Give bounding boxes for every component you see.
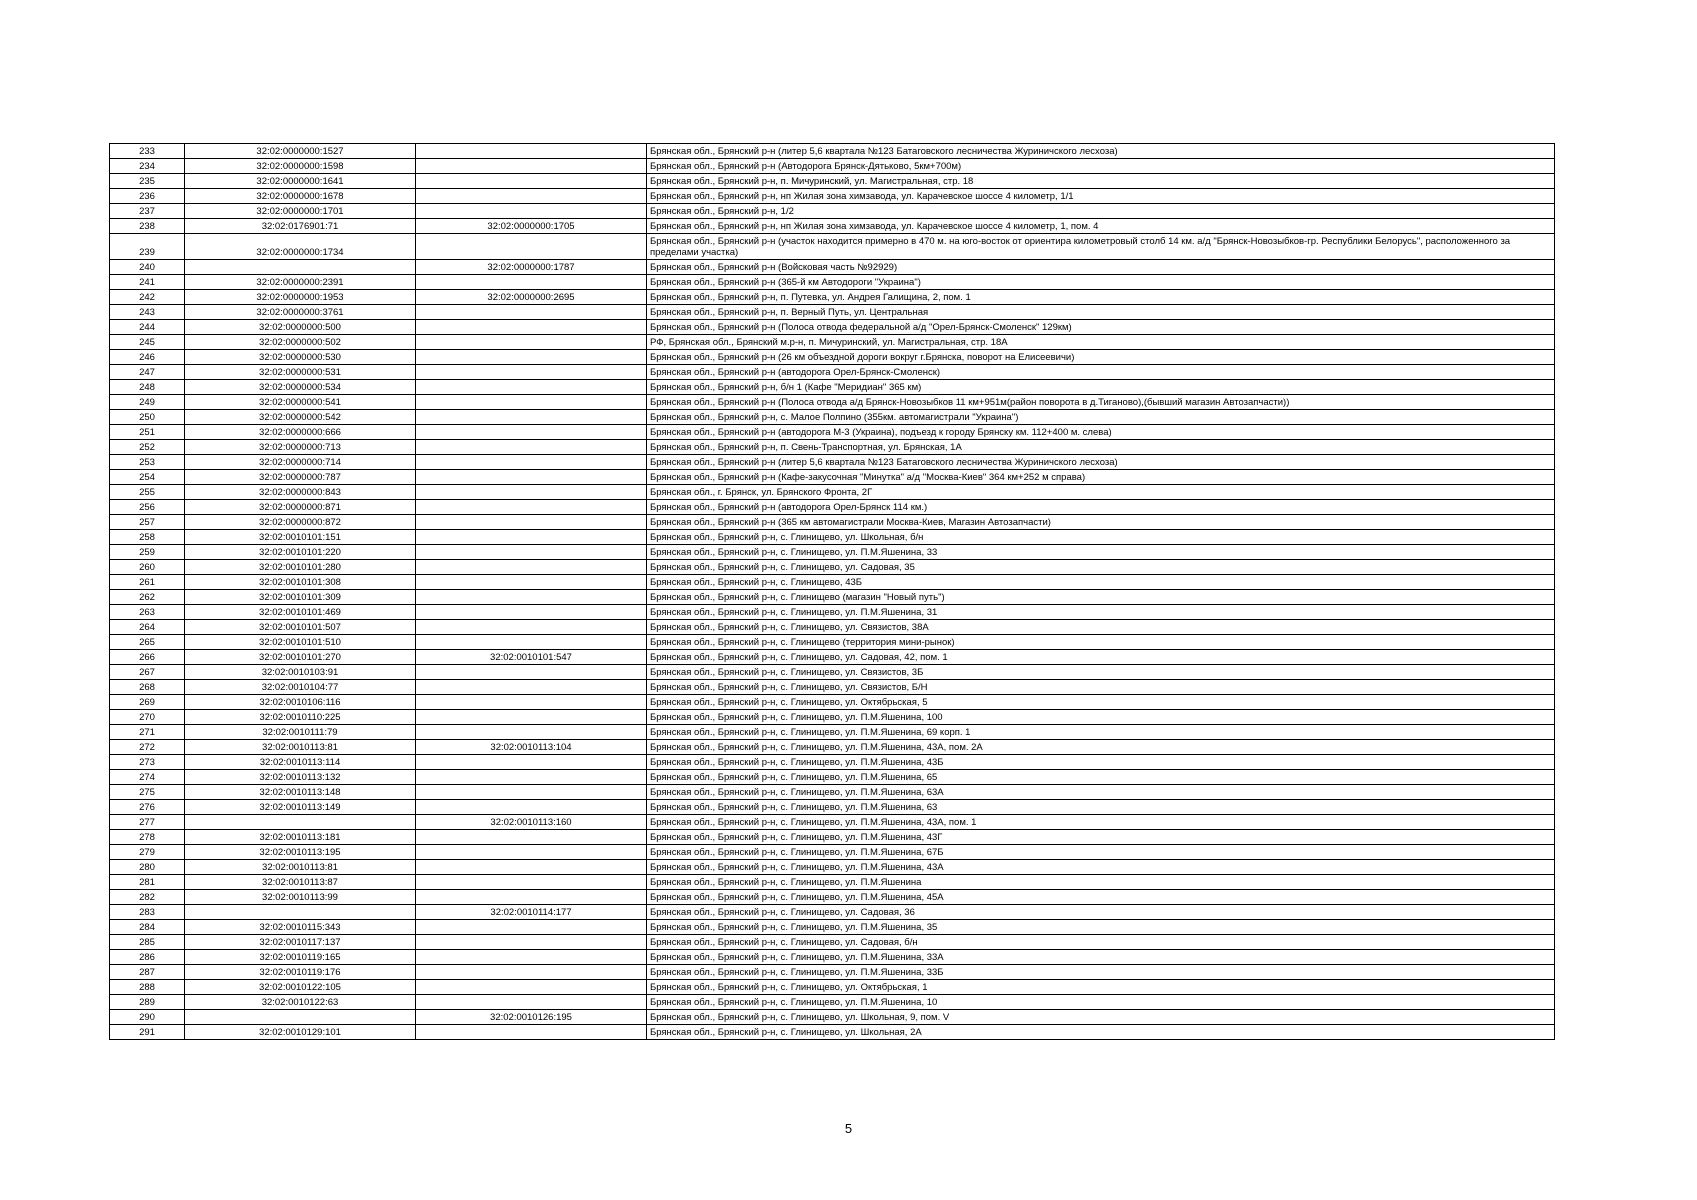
address-cell: Брянская обл., Брянский р-н (Полоса отвода федеральной а/д "Орел-Брянск-Смоленск" 129км) (647, 320, 1555, 335)
row-number-cell: 283 (110, 905, 185, 920)
address-cell: Брянская обл., Брянский р-н, с. Глинищево, ул. Садовая, б/н (647, 935, 1555, 950)
address-cell: Брянская обл., Брянский р-н, с. Глинищево, ул. П.М.Яшенина, 43А, пом. 1 (647, 815, 1555, 830)
cadastral-number-cell: 32:02:0010113:87 (185, 875, 416, 890)
row-number-cell: 243 (110, 305, 185, 320)
table-row (110, 350, 1555, 365)
cadastral-number-cell: 32:02:0010101:510 (185, 635, 416, 650)
row-number-cell: 253 (110, 455, 185, 470)
related-cadastral-number-cell (416, 305, 647, 320)
related-cadastral-number-cell (416, 680, 647, 695)
related-cadastral-number-cell (416, 890, 647, 905)
row-number-cell: 238 (110, 219, 185, 234)
table-row (110, 204, 1555, 219)
cadastral-number-cell: 32:02:0010119:176 (185, 965, 416, 980)
related-cadastral-number-cell (416, 530, 647, 545)
related-cadastral-number-cell (416, 770, 647, 785)
table-row (110, 800, 1555, 815)
cadastral-number-cell: 32:02:0000000:1701 (185, 204, 416, 219)
related-cadastral-number-cell (416, 275, 647, 290)
address-cell: Брянская обл., Брянский р-н (участок находится примерно в 470 м. на юго-восток от ориентира километровый столб 14 км. а/д "Брянск-Новозыбков-гр. Республики Белорусь", расположенного за пределами участка) (647, 234, 1555, 260)
address-cell: Брянская обл., Брянский р-н (Полоса отвода а/д Брянск-Новозыбков 11 км+951м(район поворота в д.Тиганово),(бывший магазин Автозапчасти)) (647, 395, 1555, 410)
cadastral-number-cell: 32:02:0010101:220 (185, 545, 416, 560)
cadastral-number-cell: 32:02:0000000:1641 (185, 174, 416, 189)
row-number-cell: 278 (110, 830, 185, 845)
related-cadastral-number-cell (416, 950, 647, 965)
cadastral-number-cell: 32:02:0000000:530 (185, 350, 416, 365)
row-number-cell: 258 (110, 530, 185, 545)
address-cell: Брянская обл., Брянский р-н, с. Глинищево, ул. П.М.Яшенина, 31 (647, 605, 1555, 620)
row-number-cell: 290 (110, 1010, 185, 1025)
cadastral-number-cell: 32:02:0000000:541 (185, 395, 416, 410)
related-cadastral-number-cell (416, 350, 647, 365)
cadastral-number-cell: 32:02:0000000:872 (185, 515, 416, 530)
row-number-cell: 262 (110, 590, 185, 605)
related-cadastral-number-cell: 32:02:0010101:547 (416, 650, 647, 665)
row-number-cell: 250 (110, 410, 185, 425)
address-cell: Брянская обл., Брянский р-н, с. Глинищево, 43Б (647, 575, 1555, 590)
table-row (110, 830, 1555, 845)
row-number-cell: 248 (110, 380, 185, 395)
cadastral-number-cell: 32:02:0010113:132 (185, 770, 416, 785)
table-row (110, 530, 1555, 545)
registry-table (109, 143, 1555, 1040)
cadastral-number-cell: 32:02:0000000:666 (185, 425, 416, 440)
row-number-cell: 268 (110, 680, 185, 695)
address-cell: Брянская обл., Брянский р-н, с. Глинищево, ул. П.М.Яшенина, 45А (647, 890, 1555, 905)
related-cadastral-number-cell (416, 665, 647, 680)
row-number-cell: 272 (110, 740, 185, 755)
table-row (110, 1010, 1555, 1025)
cadastral-number-cell: 32:02:0010129:101 (185, 1025, 416, 1040)
row-number-cell: 235 (110, 174, 185, 189)
table-row (110, 740, 1555, 755)
address-cell: Брянская обл., Брянский р-н (Войсковая часть №92929) (647, 260, 1555, 275)
row-number-cell: 252 (110, 440, 185, 455)
address-cell: Брянская обл., Брянский р-н (26 км объездной дороги вокруг г.Брянска, поворот на Елисеевичи) (647, 350, 1555, 365)
address-cell: Брянская обл., Брянский р-н, с. Глинищево, ул. П.М.Яшенина, 33А (647, 950, 1555, 965)
table-row (110, 815, 1555, 830)
address-cell: Брянская обл., Брянский р-н, нп Жилая зона химзавода, ул. Карачевское шоссе 4 километр, 1/1 (647, 189, 1555, 204)
table-row (110, 665, 1555, 680)
address-cell: Брянская обл., Брянский р-н, б/н 1 (Кафе "Меридиан" 365 км) (647, 380, 1555, 395)
row-number-cell: 247 (110, 365, 185, 380)
related-cadastral-number-cell (416, 860, 647, 875)
address-cell: Брянская обл., Брянский р-н, с. Глинищево, ул. Садовая, 36 (647, 905, 1555, 920)
row-number-cell: 249 (110, 395, 185, 410)
row-number-cell: 234 (110, 159, 185, 174)
table-row (110, 965, 1555, 980)
table-row (110, 189, 1555, 204)
cadastral-number-cell: 32:02:0010103:91 (185, 665, 416, 680)
cadastral-number-cell: 32:02:0010113:149 (185, 800, 416, 815)
cadastral-number-cell (185, 905, 416, 920)
cadastral-number-cell: 32:02:0010101:469 (185, 605, 416, 620)
related-cadastral-number-cell (416, 380, 647, 395)
related-cadastral-number-cell (416, 590, 647, 605)
table-row (110, 560, 1555, 575)
table-row (110, 545, 1555, 560)
address-cell: Брянская обл., Брянский р-н, с. Глинищево, ул. П.М.Яшенина, 67Б (647, 845, 1555, 860)
page-number: 5 (844, 1121, 853, 1136)
table-row (110, 920, 1555, 935)
cadastral-number-cell: 32:02:0010106:116 (185, 695, 416, 710)
address-cell: Брянская обл., Брянский р-н, с. Глинищево, ул. Школьная, 2А (647, 1025, 1555, 1040)
address-cell: Брянская обл., Брянский р-н, с. Малое Полпино (355км. автомагистрали "Украина") (647, 410, 1555, 425)
table-row (110, 755, 1555, 770)
table-row (110, 710, 1555, 725)
row-number-cell: 251 (110, 425, 185, 440)
row-number-cell: 269 (110, 695, 185, 710)
cadastral-number-cell: 32:02:0000000:1527 (185, 144, 416, 159)
related-cadastral-number-cell (416, 845, 647, 860)
address-cell: Брянская обл., Брянский р-н (автодорога М-3 (Украина), подъезд к городу Брянску км. 112+400 м. слева) (647, 425, 1555, 440)
related-cadastral-number-cell (416, 560, 647, 575)
address-cell: Брянская обл., Брянский р-н, п. Свень-Транспортная, ул. Брянская, 1А (647, 440, 1555, 455)
related-cadastral-number-cell (416, 515, 647, 530)
address-cell: Брянская обл., Брянский р-н, с. Глинищево, ул. Связистов, 38А (647, 620, 1555, 635)
related-cadastral-number-cell (416, 159, 647, 174)
row-number-cell: 257 (110, 515, 185, 530)
table-row (110, 320, 1555, 335)
table-row (110, 290, 1555, 305)
row-number-cell: 255 (110, 485, 185, 500)
table-row (110, 650, 1555, 665)
cadastral-number-cell: 32:02:0000000:500 (185, 320, 416, 335)
address-cell: Брянская обл., Брянский р-н, с. Глинищево, ул. П.М.Яшенина (647, 875, 1555, 890)
table-row (110, 770, 1555, 785)
table-row (110, 485, 1555, 500)
table-row (110, 905, 1555, 920)
related-cadastral-number-cell (416, 470, 647, 485)
related-cadastral-number-cell (416, 545, 647, 560)
cadastral-number-cell: 32:02:0010101:309 (185, 590, 416, 605)
row-number-cell: 285 (110, 935, 185, 950)
address-cell: Брянская обл., Брянский р-н, п. Мичуринский, ул. Магистральная, стр. 18 (647, 174, 1555, 189)
cadastral-number-cell: 32:02:0000000:871 (185, 500, 416, 515)
address-cell: Брянская обл., Брянский р-н, с. Глинищево (территория мини-рынок) (647, 635, 1555, 650)
row-number-cell: 291 (110, 1025, 185, 1040)
address-cell: Брянская обл., Брянский р-н, с. Глинищево, ул. П.М.Яшенина, 100 (647, 710, 1555, 725)
related-cadastral-number-cell (416, 695, 647, 710)
row-number-cell: 246 (110, 350, 185, 365)
related-cadastral-number-cell (416, 980, 647, 995)
address-cell: Брянская обл., Брянский р-н, с. Глинищево, ул. Школьная, б/н (647, 530, 1555, 545)
cadastral-number-cell (185, 815, 416, 830)
related-cadastral-number-cell (416, 395, 647, 410)
related-cadastral-number-cell: 32:02:0000000:1705 (416, 219, 647, 234)
address-cell: Брянская обл., Брянский р-н, с. Глинищево, ул. П.М.Яшенина, 43Б (647, 755, 1555, 770)
table-row (110, 425, 1555, 440)
table-row (110, 335, 1555, 350)
row-number-cell: 259 (110, 545, 185, 560)
related-cadastral-number-cell: 32:02:0000000:1787 (416, 260, 647, 275)
related-cadastral-number-cell (416, 800, 647, 815)
cadastral-number-cell (185, 1010, 416, 1025)
table-row (110, 470, 1555, 485)
cadastral-number-cell: 32:02:0010110:225 (185, 710, 416, 725)
cadastral-number-cell: 32:02:0000000:3761 (185, 305, 416, 320)
cadastral-number-cell: 32:02:0010113:181 (185, 830, 416, 845)
related-cadastral-number-cell (416, 620, 647, 635)
row-number-cell: 273 (110, 755, 185, 770)
row-number-cell: 256 (110, 500, 185, 515)
cadastral-number-cell: 32:02:0010101:151 (185, 530, 416, 545)
address-cell: РФ, Брянская обл., Брянский м.р-н, п. Мичуринский, ул. Магистральная, стр. 18А (647, 335, 1555, 350)
table-row (110, 455, 1555, 470)
table-row (110, 980, 1555, 995)
row-number-cell: 289 (110, 995, 185, 1010)
cadastral-number-cell: 32:02:0010113:81 (185, 860, 416, 875)
address-cell: Брянская обл., Брянский р-н, п. Верный Путь, ул. Центральная (647, 305, 1555, 320)
related-cadastral-number-cell (416, 710, 647, 725)
address-cell: Брянская обл., Брянский р-н (Автодорога Брянск-Дятьково, 5км+700м) (647, 159, 1555, 174)
table-row (110, 995, 1555, 1010)
cadastral-number-cell: 32:02:0010117:137 (185, 935, 416, 950)
row-number-cell: 263 (110, 605, 185, 620)
related-cadastral-number-cell (416, 875, 647, 890)
row-number-cell: 236 (110, 189, 185, 204)
address-cell: Брянская обл., Брянский р-н (автодорога Орел-Брянск-Смоленск) (647, 365, 1555, 380)
row-number-cell: 270 (110, 710, 185, 725)
table-row (110, 845, 1555, 860)
row-number-cell: 267 (110, 665, 185, 680)
address-cell: Брянская обл., Брянский р-н, с. Глинищево, ул. П.М.Яшенина, 33Б (647, 965, 1555, 980)
row-number-cell: 284 (110, 920, 185, 935)
related-cadastral-number-cell (416, 320, 647, 335)
row-number-cell: 254 (110, 470, 185, 485)
table-row (110, 620, 1555, 635)
cadastral-number-cell (185, 260, 416, 275)
row-number-cell: 240 (110, 260, 185, 275)
row-number-cell: 286 (110, 950, 185, 965)
table-row (110, 695, 1555, 710)
address-cell: Брянская обл., г. Брянск, ул. Брянского Фронта, 2Г (647, 485, 1555, 500)
registry-table-body (110, 144, 1555, 1040)
related-cadastral-number-cell (416, 144, 647, 159)
table-row (110, 680, 1555, 695)
address-cell: Брянская обл., Брянский р-н, с. Глинищево, ул. П.М.Яшенина, 69 корп. 1 (647, 725, 1555, 740)
table-row (110, 174, 1555, 189)
table-row (110, 590, 1555, 605)
table-row (110, 500, 1555, 515)
row-number-cell: 277 (110, 815, 185, 830)
row-number-cell: 279 (110, 845, 185, 860)
cadastral-number-cell: 32:02:0010119:165 (185, 950, 416, 965)
cadastral-number-cell: 32:02:0000000:502 (185, 335, 416, 350)
related-cadastral-number-cell (416, 234, 647, 260)
cadastral-number-cell: 32:02:0010113:195 (185, 845, 416, 860)
table-row (110, 890, 1555, 905)
related-cadastral-number-cell (416, 995, 647, 1010)
related-cadastral-number-cell: 32:02:0000000:2695 (416, 290, 647, 305)
row-number-cell: 242 (110, 290, 185, 305)
address-cell: Брянская обл., Брянский р-н (365-й км Автодороги "Украина") (647, 275, 1555, 290)
address-cell: Брянская обл., Брянский р-н (литер 5,6 квартала №123 Батаговского лесничества Журиничского лесхоза) (647, 455, 1555, 470)
cadastral-number-cell: 32:02:0010122:105 (185, 980, 416, 995)
table-row (110, 1025, 1555, 1040)
address-cell: Брянская обл., Брянский р-н, с. Глинищево, ул. П.М.Яшенина, 63А (647, 785, 1555, 800)
table-row (110, 219, 1555, 234)
address-cell: Брянская обл., Брянский р-н, с. Глинищево, ул. П.М.Яшенина, 33 (647, 545, 1555, 560)
address-cell: Брянская обл., Брянский р-н, нп Жилая зона химзавода, ул. Карачевское шоссе 4 километр, 1, пом. 4 (647, 219, 1555, 234)
cadastral-number-cell: 32:02:0176901:71 (185, 219, 416, 234)
table-row (110, 935, 1555, 950)
related-cadastral-number-cell: 32:02:0010113:104 (416, 740, 647, 755)
table-row (110, 275, 1555, 290)
table-row (110, 395, 1555, 410)
address-cell: Брянская обл., Брянский р-н (автодорога Орел-Брянск 114 км.) (647, 500, 1555, 515)
row-number-cell: 241 (110, 275, 185, 290)
table-row (110, 260, 1555, 275)
related-cadastral-number-cell: 32:02:0010113:160 (416, 815, 647, 830)
row-number-cell: 275 (110, 785, 185, 800)
address-cell: Брянская обл., Брянский р-н, с. Глинищево, ул. Связистов, Б/Н (647, 680, 1555, 695)
cadastral-number-cell: 32:02:0010122:63 (185, 995, 416, 1010)
cadastral-number-cell: 32:02:0000000:713 (185, 440, 416, 455)
table-row (110, 875, 1555, 890)
cadastral-number-cell: 32:02:0000000:1734 (185, 234, 416, 260)
row-number-cell: 287 (110, 965, 185, 980)
related-cadastral-number-cell (416, 174, 647, 189)
cadastral-number-cell: 32:02:0010113:114 (185, 755, 416, 770)
cadastral-number-cell: 32:02:0000000:843 (185, 485, 416, 500)
address-cell: Брянская обл., Брянский р-н, с. Глинищево (магазин "Новый путь") (647, 590, 1555, 605)
table-row (110, 785, 1555, 800)
row-number-cell: 271 (110, 725, 185, 740)
related-cadastral-number-cell (416, 425, 647, 440)
address-cell: Брянская обл., Брянский р-н, 1/2 (647, 204, 1555, 219)
related-cadastral-number-cell (416, 485, 647, 500)
address-cell: Брянская обл., Брянский р-н, с. Глинищево, ул. П.М.Яшенина, 63 (647, 800, 1555, 815)
cadastral-number-cell: 32:02:0010115:343 (185, 920, 416, 935)
cadastral-number-cell: 32:02:0000000:2391 (185, 275, 416, 290)
row-number-cell: 260 (110, 560, 185, 575)
related-cadastral-number-cell (416, 335, 647, 350)
row-number-cell: 281 (110, 875, 185, 890)
address-cell: Брянская обл., Брянский р-н, п. Путевка, ул. Андрея Галищина, 2, пом. 1 (647, 290, 1555, 305)
cadastral-number-cell: 32:02:0010113:81 (185, 740, 416, 755)
related-cadastral-number-cell (416, 365, 647, 380)
address-cell: Брянская обл., Брянский р-н, с. Глинищево, ул. П.М.Яшенина, 43Г (647, 830, 1555, 845)
table-row (110, 380, 1555, 395)
address-cell: Брянская обл., Брянский р-н, с. Глинищево, ул. П.М.Яшенина, 35 (647, 920, 1555, 935)
table-row (110, 950, 1555, 965)
cadastral-number-cell: 32:02:0000000:714 (185, 455, 416, 470)
cadastral-number-cell: 32:02:0000000:1678 (185, 189, 416, 204)
related-cadastral-number-cell: 32:02:0010114:177 (416, 905, 647, 920)
table-row (110, 575, 1555, 590)
cadastral-number-cell: 32:02:0000000:534 (185, 380, 416, 395)
table-row (110, 365, 1555, 380)
related-cadastral-number-cell (416, 635, 647, 650)
related-cadastral-number-cell (416, 1025, 647, 1040)
table-row (110, 305, 1555, 320)
address-cell: Брянская обл., Брянский р-н, с. Глинищево, ул. Садовая, 42, пом. 1 (647, 650, 1555, 665)
related-cadastral-number-cell (416, 785, 647, 800)
row-number-cell: 233 (110, 144, 185, 159)
cadastral-number-cell: 32:02:0010101:270 (185, 650, 416, 665)
address-cell: Брянская обл., Брянский р-н, с. Глинищево, ул. Связистов, 3Б (647, 665, 1555, 680)
address-cell: Брянская обл., Брянский р-н, с. Глинищево, ул. Октябрьская, 5 (647, 695, 1555, 710)
table-row (110, 860, 1555, 875)
related-cadastral-number-cell (416, 920, 647, 935)
table-row (110, 159, 1555, 174)
row-number-cell: 264 (110, 620, 185, 635)
related-cadastral-number-cell (416, 755, 647, 770)
address-cell: Брянская обл., Брянский р-н (365 км автомагистрали Москва-Киев, Магазин Автозапчасти) (647, 515, 1555, 530)
address-cell: Брянская обл., Брянский р-н, с. Глинищево, ул. П.М.Яшенина, 43А (647, 860, 1555, 875)
address-cell: Брянская обл., Брянский р-н, с. Глинищево, ул. П.М.Яшенина, 43А, пом. 2А (647, 740, 1555, 755)
cadastral-number-cell: 32:02:0000000:787 (185, 470, 416, 485)
cadastral-number-cell: 32:02:0000000:531 (185, 365, 416, 380)
related-cadastral-number-cell (416, 410, 647, 425)
cadastral-number-cell: 32:02:0010101:507 (185, 620, 416, 635)
table-row (110, 410, 1555, 425)
related-cadastral-number-cell (416, 605, 647, 620)
cadastral-number-cell: 32:02:0000000:542 (185, 410, 416, 425)
cadastral-number-cell: 32:02:0010113:99 (185, 890, 416, 905)
address-cell: Брянская обл., Брянский р-н, с. Глинищево, ул. Садовая, 35 (647, 560, 1555, 575)
address-cell: Брянская обл., Брянский р-н (литер 5,6 квартала №123 Батаговского лесничества Журиничского лесхоза) (647, 144, 1555, 159)
cadastral-number-cell: 32:02:0000000:1953 (185, 290, 416, 305)
related-cadastral-number-cell: 32:02:0010126:195 (416, 1010, 647, 1025)
related-cadastral-number-cell (416, 189, 647, 204)
related-cadastral-number-cell (416, 725, 647, 740)
table-row (110, 635, 1555, 650)
table-row (110, 234, 1555, 260)
table-row (110, 605, 1555, 620)
row-number-cell: 244 (110, 320, 185, 335)
table-row (110, 440, 1555, 455)
cadastral-number-cell: 32:02:0010101:308 (185, 575, 416, 590)
row-number-cell: 276 (110, 800, 185, 815)
related-cadastral-number-cell (416, 965, 647, 980)
row-number-cell: 288 (110, 980, 185, 995)
related-cadastral-number-cell (416, 935, 647, 950)
related-cadastral-number-cell (416, 575, 647, 590)
related-cadastral-number-cell (416, 455, 647, 470)
address-cell: Брянская обл., Брянский р-н, с. Глинищево, ул. Школьная, 9, пом. V (647, 1010, 1555, 1025)
related-cadastral-number-cell (416, 440, 647, 455)
table-row (110, 725, 1555, 740)
cadastral-number-cell: 32:02:0010111:79 (185, 725, 416, 740)
row-number-cell: 245 (110, 335, 185, 350)
cadastral-number-cell: 32:02:0000000:1598 (185, 159, 416, 174)
address-cell: Брянская обл., Брянский р-н, с. Глинищево, ул. П.М.Яшенина, 65 (647, 770, 1555, 785)
row-number-cell: 265 (110, 635, 185, 650)
table-row (110, 515, 1555, 530)
row-number-cell: 280 (110, 860, 185, 875)
address-cell: Брянская обл., Брянский р-н, с. Глинищево, ул. Октябрьская, 1 (647, 980, 1555, 995)
row-number-cell: 239 (110, 234, 185, 260)
row-number-cell: 237 (110, 204, 185, 219)
row-number-cell: 266 (110, 650, 185, 665)
address-cell: Брянская обл., Брянский р-н (Кафе-закусочная "Минутка" а/д "Москва-Киев" 364 км+252 м справа) (647, 470, 1555, 485)
cadastral-number-cell: 32:02:0010101:280 (185, 560, 416, 575)
related-cadastral-number-cell (416, 830, 647, 845)
cadastral-number-cell: 32:02:0010104:77 (185, 680, 416, 695)
related-cadastral-number-cell (416, 500, 647, 515)
table-row (110, 144, 1555, 159)
related-cadastral-number-cell (416, 204, 647, 219)
row-number-cell: 261 (110, 575, 185, 590)
row-number-cell: 282 (110, 890, 185, 905)
cadastral-number-cell: 32:02:0010113:148 (185, 785, 416, 800)
address-cell: Брянская обл., Брянский р-н, с. Глинищево, ул. П.М.Яшенина, 10 (647, 995, 1555, 1010)
row-number-cell: 274 (110, 770, 185, 785)
